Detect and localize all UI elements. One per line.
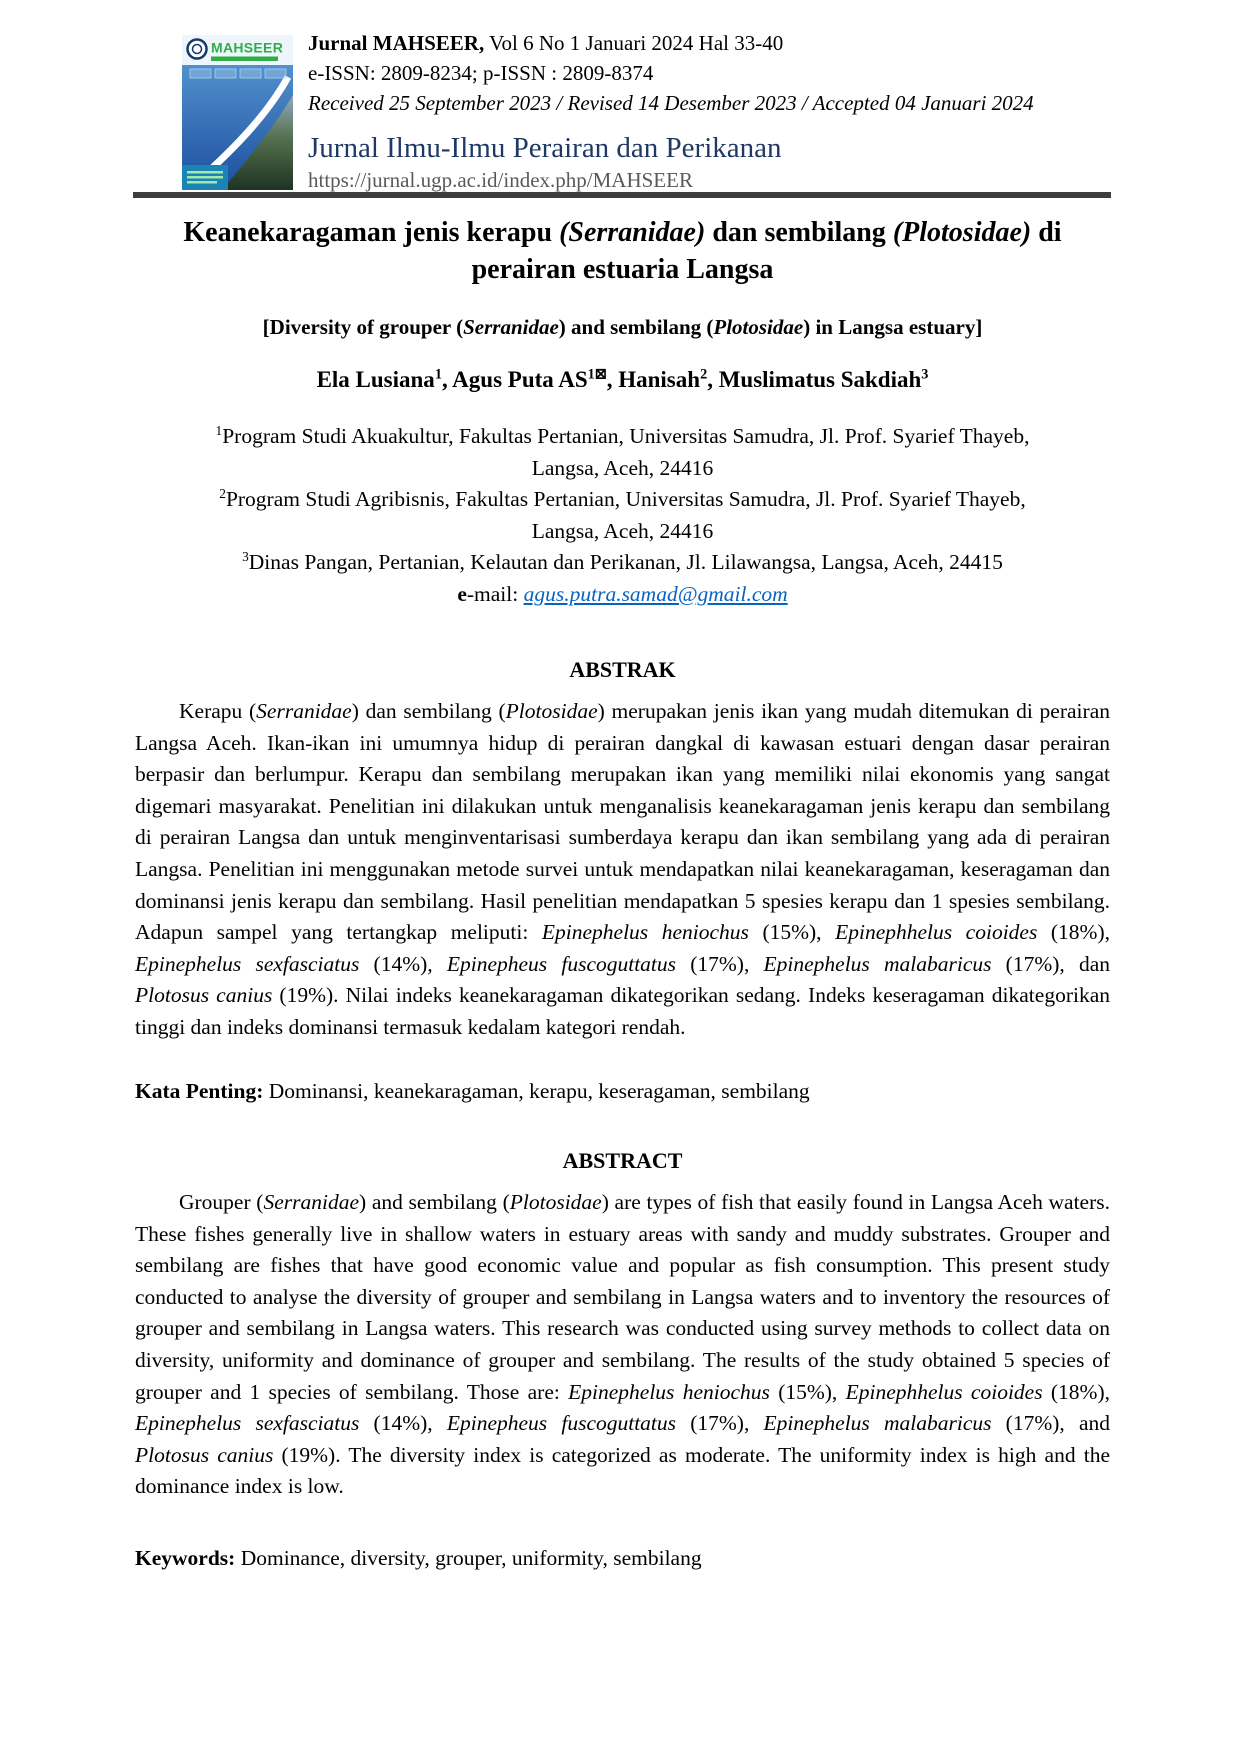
text-segment: Dinas Pangan, Pertanian, Kelautan dan Perikanan, Jl. Lilawangsa, Langsa, Aceh, 24415: [248, 550, 1003, 574]
text-segment: Langsa, Aceh, 24416: [531, 518, 714, 543]
text-segment: 1: [215, 422, 223, 438]
affiliation-line: [135, 484, 1110, 516]
logo-title: MAHSEER: [211, 39, 284, 56]
text-segment: 1⊠: [587, 366, 607, 383]
text-segment: ) are types of fish that easily found in Langsa Aceh waters. These fishes generally live in shallow waters in estuary areas with sandy and muddy substrates. Grouper and sembilang are fishes that have good economic value and popular as fish consumption. This present study conducted to analyse the diversity of grouper and sembilang in Langsa waters and to inventory the resources of grouper and sembilang in Langsa waters. This research was conducted using survey methods to collect data on diversity, uniformity and dominance of grouper and sembilang. The results of the study obtained 5 species of grouper and 1 species of sembilang. Those are:: [135, 1190, 1110, 1404]
text-segment: Epinepheus fuscoguttatus: [446, 1411, 677, 1436]
journal-logo: [182, 35, 293, 190]
header-meta: [308, 28, 1118, 194]
text-segment: [Diversity of grouper (: [262, 315, 464, 339]
text-segment: Serranidae: [463, 315, 559, 339]
text-segment: Epinephelus malabaricus: [763, 1411, 992, 1436]
kata-penting-label: Kata Penting:: [135, 1078, 264, 1103]
text-segment: Program Studi Akuakultur, Fakultas Pertanian, Universitas Samudra, Jl. Prof. Syarief Thayeb,: [222, 424, 1030, 448]
text-segment: [433, 952, 447, 976]
text-segment: Plotosidae: [505, 699, 598, 723]
journal-volume-line: [308, 28, 1118, 58]
article: [135, 198, 1110, 1574]
text-segment: 3: [242, 548, 249, 564]
logo-emblem-icon: [188, 40, 207, 59]
email-line: [135, 579, 1110, 611]
text-segment: Epinephelus malabaricus: [763, 951, 992, 976]
text-segment: Serranidae: [263, 1190, 360, 1215]
journal-cover-thumbnail: [182, 35, 293, 190]
text-segment: (15%),: [748, 920, 836, 945]
text-segment: ) and sembilang (: [359, 1190, 510, 1215]
text-segment: -mail:: [466, 581, 524, 606]
affiliations-block: [135, 421, 1110, 610]
kata-penting-line: [135, 1076, 1110, 1108]
text-segment: Epinephelus sexfasciatus: [135, 951, 360, 976]
text-segment: (17%), and: [991, 1411, 1110, 1436]
article-title-id-line2: [135, 251, 1110, 288]
text-segment: (Plotosidae): [892, 217, 1032, 248]
text-segment: , Agus Puta AS: [441, 367, 588, 392]
logo-subtitle-bar: [211, 57, 278, 62]
email-link[interactable]: agus.putra.samad@gmail.com: [523, 581, 788, 606]
text-segment: e: [457, 581, 467, 606]
text-segment: Epinephhelus coioides: [845, 1379, 1043, 1404]
text-segment: Langsa, Aceh, 24416: [531, 455, 714, 480]
text-segment: 2: [700, 366, 708, 383]
text-segment: (15%),: [769, 1379, 846, 1404]
text-segment: 2: [219, 485, 226, 501]
authors-line: [135, 365, 1110, 395]
abstract-heading: ABSTRACT: [562, 1148, 683, 1174]
text-segment: Plotosus canius: [135, 983, 273, 1008]
abstract-paragraph: [135, 1187, 1110, 1503]
text-segment: Vol 6 No 1 Januari 2024 Hal 33-40: [484, 31, 784, 55]
text-segment: Epinepheus fuscoguttatus: [446, 951, 677, 976]
text-segment: (17%),: [676, 951, 764, 976]
keywords-label: Keywords:: [135, 1545, 236, 1570]
text-segment: (19%). Nilai indeks keanekaragaman dikategorikan sedang. Indeks keseragaman dikategorikan tinggi dan indeks dominansi termasuk kedalam kategori rendah.: [135, 983, 1110, 1039]
text-segment: (14%): [359, 951, 428, 976]
affiliation-line: [135, 421, 1110, 453]
kata-penting-text: Dominansi, keanekaragaman, kerapu, keseragaman, sembilang: [263, 1078, 810, 1103]
text-segment: 1: [434, 366, 442, 383]
text-segment: Epinephelus sexfasciatus: [135, 1411, 360, 1436]
text-segment: Program Studi Agribisnis, Fakultas Pertanian, Universitas Samudra, Jl. Prof. Syarief Thayeb,: [225, 487, 1026, 511]
abstrak-heading: ABSTRAK: [569, 657, 676, 682]
text-segment: Plotosidae: [713, 315, 804, 339]
text-segment: (18%),: [1042, 1379, 1110, 1404]
text-segment: ) dan sembilang (: [351, 699, 506, 723]
text-segment: Keanekaragaman jenis kerapu: [183, 217, 560, 248]
text-segment: Plotosidae: [509, 1190, 602, 1215]
text-segment: (17%), dan: [991, 951, 1110, 976]
text-segment: ) merupakan jenis ikan yang mudah ditemukan di perairan Langsa Aceh. Ikan-ikan ini umumnya hidup di perairan dangkal di kawasan estuari dengan dasar perairan berpasir dan berlumpur. Kerapu dan sembilang merupakan ikan yang memiliki nilai ekonomis yang sangat digemari masyarakat. Penelitian ini dilakukan untuk menganalisis keanekaragaman jenis kerapu dan sembilang di perairan Langsa dan untuk menginventarisasi sumberdaya kerapu dan ikan sembilang yang ada di perairan Langsa. Penelitian ini menggunakan metode survei untuk mendapatkan nilai keanekaragaman, keseragaman dan dominansi jenis kerapu dan sembilang. Hasil penelitian mendapatkan 5 spesies kerapu dan 1 spesies sembilang. Adapun sampel yang tertangkap meliputi:: [135, 699, 1110, 945]
abstrak-paragraph: [135, 696, 1110, 1044]
text-segment: (18%),: [1037, 920, 1110, 945]
affiliation-line: [135, 516, 1110, 548]
text-segment: ,: [427, 1411, 433, 1436]
article-title-en: [135, 314, 1110, 341]
text-segment: Epinephelus heniochus: [541, 920, 749, 945]
text-segment: di: [1031, 217, 1062, 248]
keywords-text: Dominance, diversity, grouper, uniformity, sembilang: [235, 1545, 702, 1570]
text-segment: dan sembilang: [705, 217, 893, 248]
issn-line: e-ISSN: 2809-8234; p-ISSN : 2809-8374: [308, 61, 654, 85]
text-segment: ,: [427, 951, 433, 976]
affiliation-line: [135, 453, 1110, 485]
article-title-id: [135, 214, 1110, 288]
text-segment: ) and sembilang (: [558, 315, 714, 339]
text-segment: perairan estuaria Langsa: [471, 254, 774, 285]
text-segment: (14%): [359, 1411, 428, 1436]
text-segment: (19%). The diversity index is categorized as moderate. The uniformity index is high and the dominance index is low.: [135, 1442, 1110, 1499]
text-segment: Grouper (: [179, 1190, 264, 1215]
text-segment: ) in Langsa estuary]: [803, 315, 983, 339]
text-segment: [433, 1411, 447, 1435]
text-segment: (Serranidae): [559, 217, 706, 248]
text-segment: 3: [921, 366, 929, 383]
received-revised-accepted-line: Received 25 September 2023 / Revised 14 Desember 2023 / Accepted 04 Januari 2024: [308, 91, 1034, 115]
article-title-id-line1: [135, 214, 1110, 251]
text-segment: Kerapu (: [179, 699, 257, 723]
text-segment: , Muslimatus Sakdiah: [707, 367, 922, 392]
text-segment: , Hanisah: [606, 367, 701, 392]
text-segment: Serranidae: [256, 699, 352, 723]
affiliation-line: [135, 547, 1110, 579]
journal-url: https://jurnal.ugp.ac.id/index.php/MAHSEER: [308, 168, 693, 192]
text-segment: Ela Lusiana: [316, 367, 435, 392]
text-segment: Epinephelus heniochus: [568, 1379, 770, 1404]
keywords-line: [135, 1543, 1110, 1575]
journal-name: Jurnal Ilmu-Ilmu Perairan dan Perikanan: [308, 132, 782, 164]
text-segment: Jurnal MAHSEER,: [308, 31, 485, 55]
text-segment: (17%),: [676, 1411, 764, 1436]
text-segment: Plotosus canius: [135, 1442, 274, 1467]
text-segment: Epinephhelus coioides: [835, 920, 1038, 945]
